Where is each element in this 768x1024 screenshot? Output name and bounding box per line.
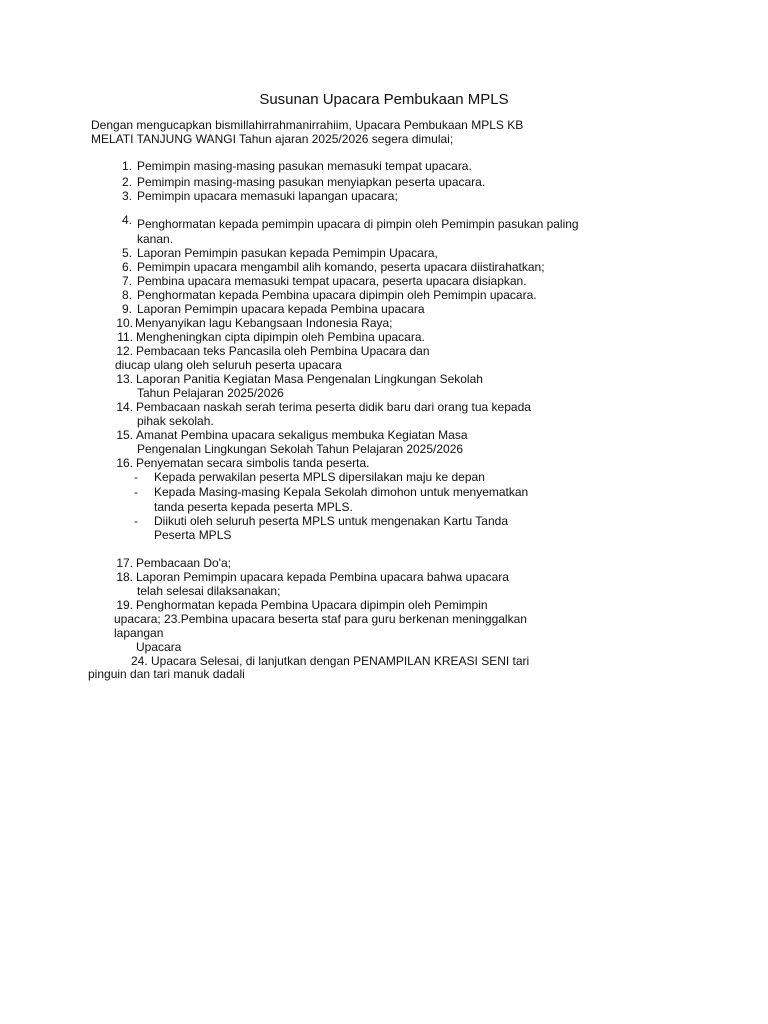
list-text: Pemimpin upacara memasuki lapangan upacara;: [137, 189, 398, 203]
list-number: 4.: [121, 213, 132, 227]
list-text: telah selesai dilaksanakan;: [137, 584, 281, 598]
list-text: Mengheningkan cipta dipimpin oleh Pembina upacara.: [136, 330, 425, 344]
sub-list-text: tanda peserta kepada peserta MPLS.: [154, 500, 353, 514]
tail-line: lapangan: [114, 626, 164, 640]
list-text: pihak sekolah.: [137, 414, 214, 428]
tail-line: 24. Upacara Selesai, di lanjutkan dengan PENAMPILAN KREASI SENI tari: [131, 654, 530, 668]
list-number: 12.: [116, 344, 133, 358]
list-number: 14.: [116, 400, 133, 414]
list-text: Laporan Pemimpin upacara kepada Pembina upacara: [137, 302, 425, 316]
list-text: Laporan Pemimpin pasukan kepada Pemimpin Upacara,: [137, 246, 438, 260]
list-number: 6.: [121, 260, 132, 274]
list-text: Penghormatan kepada pemimpin upacara di pimpin oleh Pemimpin pasukan paling: [137, 217, 579, 231]
list-number: 15.: [116, 428, 133, 442]
dash-bullet: -: [134, 514, 138, 528]
list-text: Pemimpin masing-masing pasukan memasuki tempat upacara.: [137, 159, 472, 173]
list-number: 3.: [121, 189, 132, 203]
list-text: Pemimpin upacara mengambil alih komando, peserta upacara diistirahatkan;: [137, 260, 545, 274]
list-number: 7.: [121, 274, 132, 288]
list-number: 9.: [121, 302, 132, 316]
tail-line: pinguin dan tari manuk dadali: [88, 667, 245, 681]
list-text: Penghormatan kepada Pembina upacara dipimpin oleh Pemimpin upacara.: [137, 288, 537, 302]
list-number: 17.: [116, 556, 133, 570]
list-number: 13.: [116, 372, 133, 386]
sub-list-text: Kepada Masing-masing Kepala Sekolah dimohon untuk menyematkan: [154, 485, 529, 499]
sub-list-text: Diikuti oleh seluruh peserta MPLS untuk mengenakan Kartu Tanda: [154, 514, 508, 528]
list-number: 19.: [116, 598, 133, 612]
page-title: Susunan Upacara Pembukaan MPLS: [259, 91, 509, 108]
list-item-continuation: diucap ulang oleh seluruh peserta upacara: [115, 358, 342, 372]
list-text: Pengenalan Lingkungan Sekolah Tahun Pelajaran 2025/2026: [137, 442, 464, 456]
intro-line: Dengan mengucapkan bismillahirrahmanirrahiim, Upacara Pembukaan MPLS KB: [91, 118, 524, 132]
list-text: Amanat Pembina upacara sekaligus membuka Kegiatan Masa: [136, 428, 468, 442]
sub-list-text: Kepada perwakilan peserta MPLS dipersilakan maju ke depan: [154, 470, 485, 484]
list-text: Pembacaan teks Pancasila oleh Pembina Upacara dan: [136, 344, 430, 358]
list-number: 11.: [117, 330, 133, 344]
list-number: 10.: [116, 316, 133, 330]
intro-paragraph: [91, 119, 523, 147]
list-text: Pembacaan naskah serah terima peserta didik baru dari orang tua kepada: [136, 400, 531, 414]
list-text: Pemimpin masing-masing pasukan menyiapkan peserta upacara.: [137, 175, 486, 189]
intro-line: MELATI TANJUNG WANGI Tahun ajaran 2025/2026 segera dimulai;: [91, 131, 454, 146]
list-text: Menyanyikan lagu Kebangsaan Indonesia Raya;: [135, 316, 393, 330]
list-text: Penyematan secara simbolis tanda peserta.: [136, 456, 370, 470]
tail-line: Upacara: [136, 640, 182, 654]
list-text: Penghormatan kepada Pembina Upacara dipimpin oleh Pemimpin: [136, 598, 488, 612]
list-number: 1.: [121, 159, 132, 173]
list-text: kanan.: [137, 232, 174, 246]
dash-bullet: -: [134, 485, 138, 499]
tail-line: upacara; 23.Pembina upacara beserta staf para guru berkenan meninggalkan: [114, 612, 527, 626]
list-number: 16.: [116, 456, 133, 470]
list-number: 5.: [121, 246, 132, 260]
list-text: Pembina upacara memasuki tempat upacara, peserta upacara disiapkan.: [137, 274, 527, 288]
list-text: Laporan Panitia Kegiatan Masa Pengenalan Lingkungan Sekolah: [136, 372, 483, 386]
list-number: 2.: [121, 175, 132, 189]
list-text: Laporan Pemimpin upacara kepada Pembina upacara bahwa upacara: [136, 570, 509, 584]
list-number: 8.: [121, 288, 132, 302]
list-text: Tahun Pelajaran 2025/2026: [137, 386, 284, 400]
list-number: 18.: [116, 570, 133, 584]
list-text: Pembacaan Do'a;: [136, 556, 232, 570]
dash-bullet: -: [134, 470, 138, 484]
sub-list-text: Peserta MPLS: [154, 528, 232, 542]
